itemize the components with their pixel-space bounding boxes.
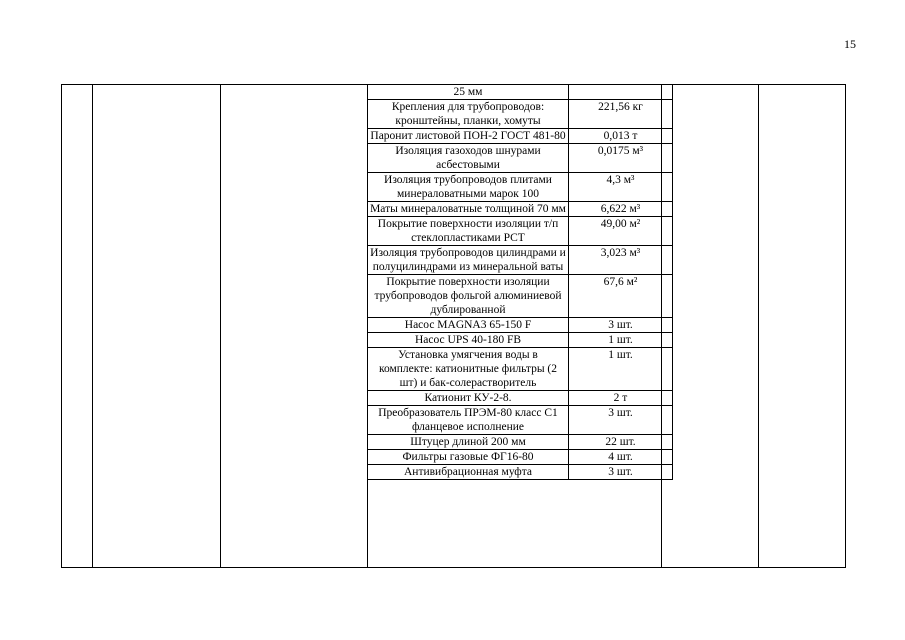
column-divider [92, 84, 93, 568]
item-name-cell: Изоляция трубопроводов плитами минераловатными марок 100 [368, 173, 569, 202]
item-name-cell: Насос UPS 40-180 FB [368, 333, 569, 348]
item-name-cell: Крепления для трубопроводов: кронштейны, планки, хомуты [368, 100, 569, 129]
table-row [368, 129, 673, 144]
materials-table-body [368, 85, 673, 480]
table-row [368, 348, 673, 391]
item-name-cell: Изоляция газоходов шнурами асбестовыми [368, 144, 569, 173]
table-row [368, 217, 673, 246]
column-divider [758, 84, 759, 568]
item-name-cell: Антивибрационная муфта [368, 465, 569, 480]
item-quantity-cell: 1 шт. [569, 333, 673, 348]
materials-table [367, 84, 673, 480]
column-divider [220, 84, 221, 568]
item-name-cell: Катионит КУ-2-8. [368, 391, 569, 406]
table-row [368, 406, 673, 435]
item-quantity-cell: 1 шт. [569, 348, 673, 391]
item-name-cell: Фильтры газовые ФГ16-80 [368, 450, 569, 465]
item-quantity-cell: 4,3 м³ [569, 173, 673, 202]
item-quantity-cell: 6,622 м³ [569, 202, 673, 217]
table-row [368, 202, 673, 217]
table-row [368, 435, 673, 450]
item-quantity-cell: 3 шт. [569, 318, 673, 333]
item-name-cell: Покрытие поверхности изоляции т/п стеклопластиками РСТ [368, 217, 569, 246]
item-name-cell: Штуцер длиной 200 мм [368, 435, 569, 450]
item-name-cell: Паронит листовой ПОН-2 ГОСТ 481-80 [368, 129, 569, 144]
table-row [368, 85, 673, 100]
item-name-cell: Установка умягчения воды в комплекте: катионитные фильтры (2 шт) и бак-солерастворитель [368, 348, 569, 391]
page-number: 15 [844, 37, 856, 51]
table-row [368, 450, 673, 465]
table-row [368, 318, 673, 333]
item-quantity-cell: 67,6 м² [569, 275, 673, 318]
item-quantity-cell: 3 шт. [569, 406, 673, 435]
table-row [368, 173, 673, 202]
item-name-cell: Преобразователь ПРЭМ-80 класс С1 фланцевое исполнение [368, 406, 569, 435]
item-name-cell: Маты минераловатные толщиной 70 мм [368, 202, 569, 217]
item-quantity-cell: 4 шт. [569, 450, 673, 465]
item-quantity-cell: 49,00 м² [569, 217, 673, 246]
item-quantity-cell: 3 шт. [569, 465, 673, 480]
item-quantity-cell [569, 85, 673, 100]
item-quantity-cell: 2 т [569, 391, 673, 406]
table-row [368, 333, 673, 348]
item-name-cell: 25 мм [368, 85, 569, 100]
item-name-cell: Покрытие поверхности изоляции трубопроводов фольгой алюминиевой дублированной [368, 275, 569, 318]
item-quantity-cell: 22 шт. [569, 435, 673, 450]
item-name-cell: Насос MAGNA3 65-150 F [368, 318, 569, 333]
table-row [368, 391, 673, 406]
item-quantity-cell: 221,56 кг [569, 100, 673, 129]
item-quantity-cell: 0,013 т [569, 129, 673, 144]
item-quantity-cell: 3,023 м³ [569, 246, 673, 275]
item-name-cell: Изоляция трубопроводов цилиндрами и полуцилиндрами из минеральной ваты [368, 246, 569, 275]
table-row [368, 144, 673, 173]
item-quantity-cell: 0,0175 м³ [569, 144, 673, 173]
table-row [368, 246, 673, 275]
table-row [368, 100, 673, 129]
table-row [368, 275, 673, 318]
table-row [368, 465, 673, 480]
